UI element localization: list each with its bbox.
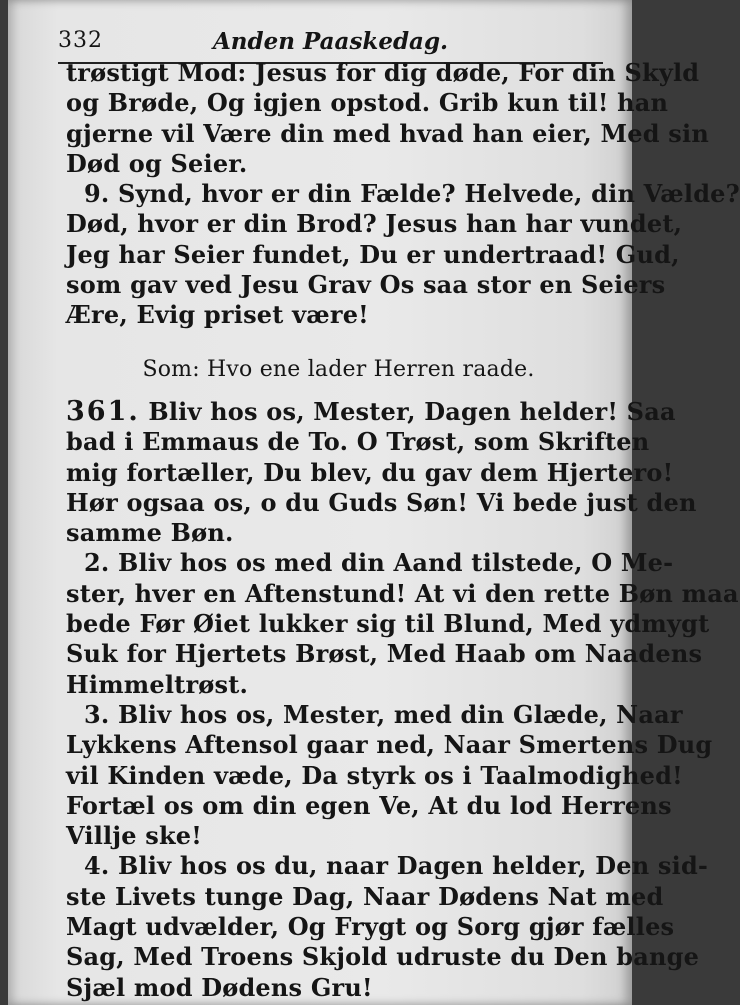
verse-line: som gav ved Jesu Grav Os saa stor en Seiers: [66, 270, 666, 300]
continued-verse: [66, 58, 709, 179]
verse-line: Villje ske!: [66, 821, 203, 851]
verse-9: [66, 179, 740, 330]
verse-line: Død og Seier.: [66, 148, 248, 178]
hymn-verse-4: [66, 851, 709, 1002]
verse-line: Hør ogsaa os, o du Guds Søn! Vi bede just den: [66, 487, 697, 517]
verse-line: 4. Bliv hos os du, naar Dagen helder, Den sid-: [84, 851, 709, 881]
verse-line: trøstigt Mod: Jesus for dig døde, For din Skyld: [66, 58, 700, 87]
hymn-verse-1: [66, 395, 697, 548]
hymn-verse-2: [66, 548, 739, 699]
book-page: [8, 0, 740, 1005]
verse-line: Sag, Med Troens Skjold udruste du Den bange: [66, 942, 700, 972]
verse-line: bad i Emmaus de To. O Trøst, som Skriften: [66, 427, 650, 457]
verse-line: [66, 395, 676, 427]
hymn-number: 361.: [66, 395, 140, 427]
verse-line: 2. Bliv hos os med din Aand tilstede, O Me-: [84, 548, 674, 578]
verse-line: Magt udvælder, Og Frygt og Sorg gjør fælles: [66, 912, 675, 942]
melody-reference: Som: Hvo ene lader Herren raade.: [142, 356, 535, 382]
verse-line: mig fortæller, Du blev, du gav dem Hjertero!: [66, 457, 674, 487]
verse-line-text: Bliv hos os, Mester, Dagen helder! Saa: [148, 396, 676, 426]
verse-line: samme Bøn.: [66, 518, 234, 548]
verse-line: Død, hvor er din Brod? Jesus han har vundet,: [66, 209, 683, 239]
verse-line: 3. Bliv hos os, Mester, med din Glæde, Naar: [84, 699, 683, 729]
verse-line: Sjæl mod Dødens Gru!: [66, 972, 373, 1002]
verse-line: og Brøde, Og igjen opstod. Grib kun til! han: [66, 88, 669, 118]
verse-line: Suk for Hjertets Brøst, Med Haab om Naadens: [66, 639, 703, 669]
verse-line: ste Livets tunge Dag, Naar Dødens Nat med: [66, 881, 664, 911]
verse-line: ster, hver en Aftenstund! At vi den rette Bøn maa: [66, 578, 739, 608]
page-number: 332: [58, 28, 103, 53]
hymn-verse-3: [66, 699, 713, 851]
verse-line: bede Før Øiet lukker sig til Blund, Med ydmygt: [66, 609, 710, 639]
verse-line: Lykkens Aftensol gaar ned, Naar Smertens Dug: [66, 730, 713, 760]
verse-line: Ære, Evig priset være!: [66, 300, 369, 330]
verse-line: 9. Synd, hvor er din Fælde? Helvede, din Vælde?: [84, 179, 740, 209]
verse-line: vil Kinden væde, Da styrk os i Taalmodighed!: [66, 760, 683, 790]
verse-line: gjerne vil Være din med hvad han eier, Med sin: [66, 118, 709, 148]
running-head: Anden Paaskedag.: [212, 28, 449, 55]
page-body: [66, 58, 740, 1003]
verse-line: Jeg har Seier fundet, Du er undertraad! Gud,: [66, 239, 680, 269]
verse-line: Himmeltrøst.: [66, 669, 249, 699]
verse-line: Fortæl os om din egen Ve, At du lod Herrens: [66, 790, 672, 820]
